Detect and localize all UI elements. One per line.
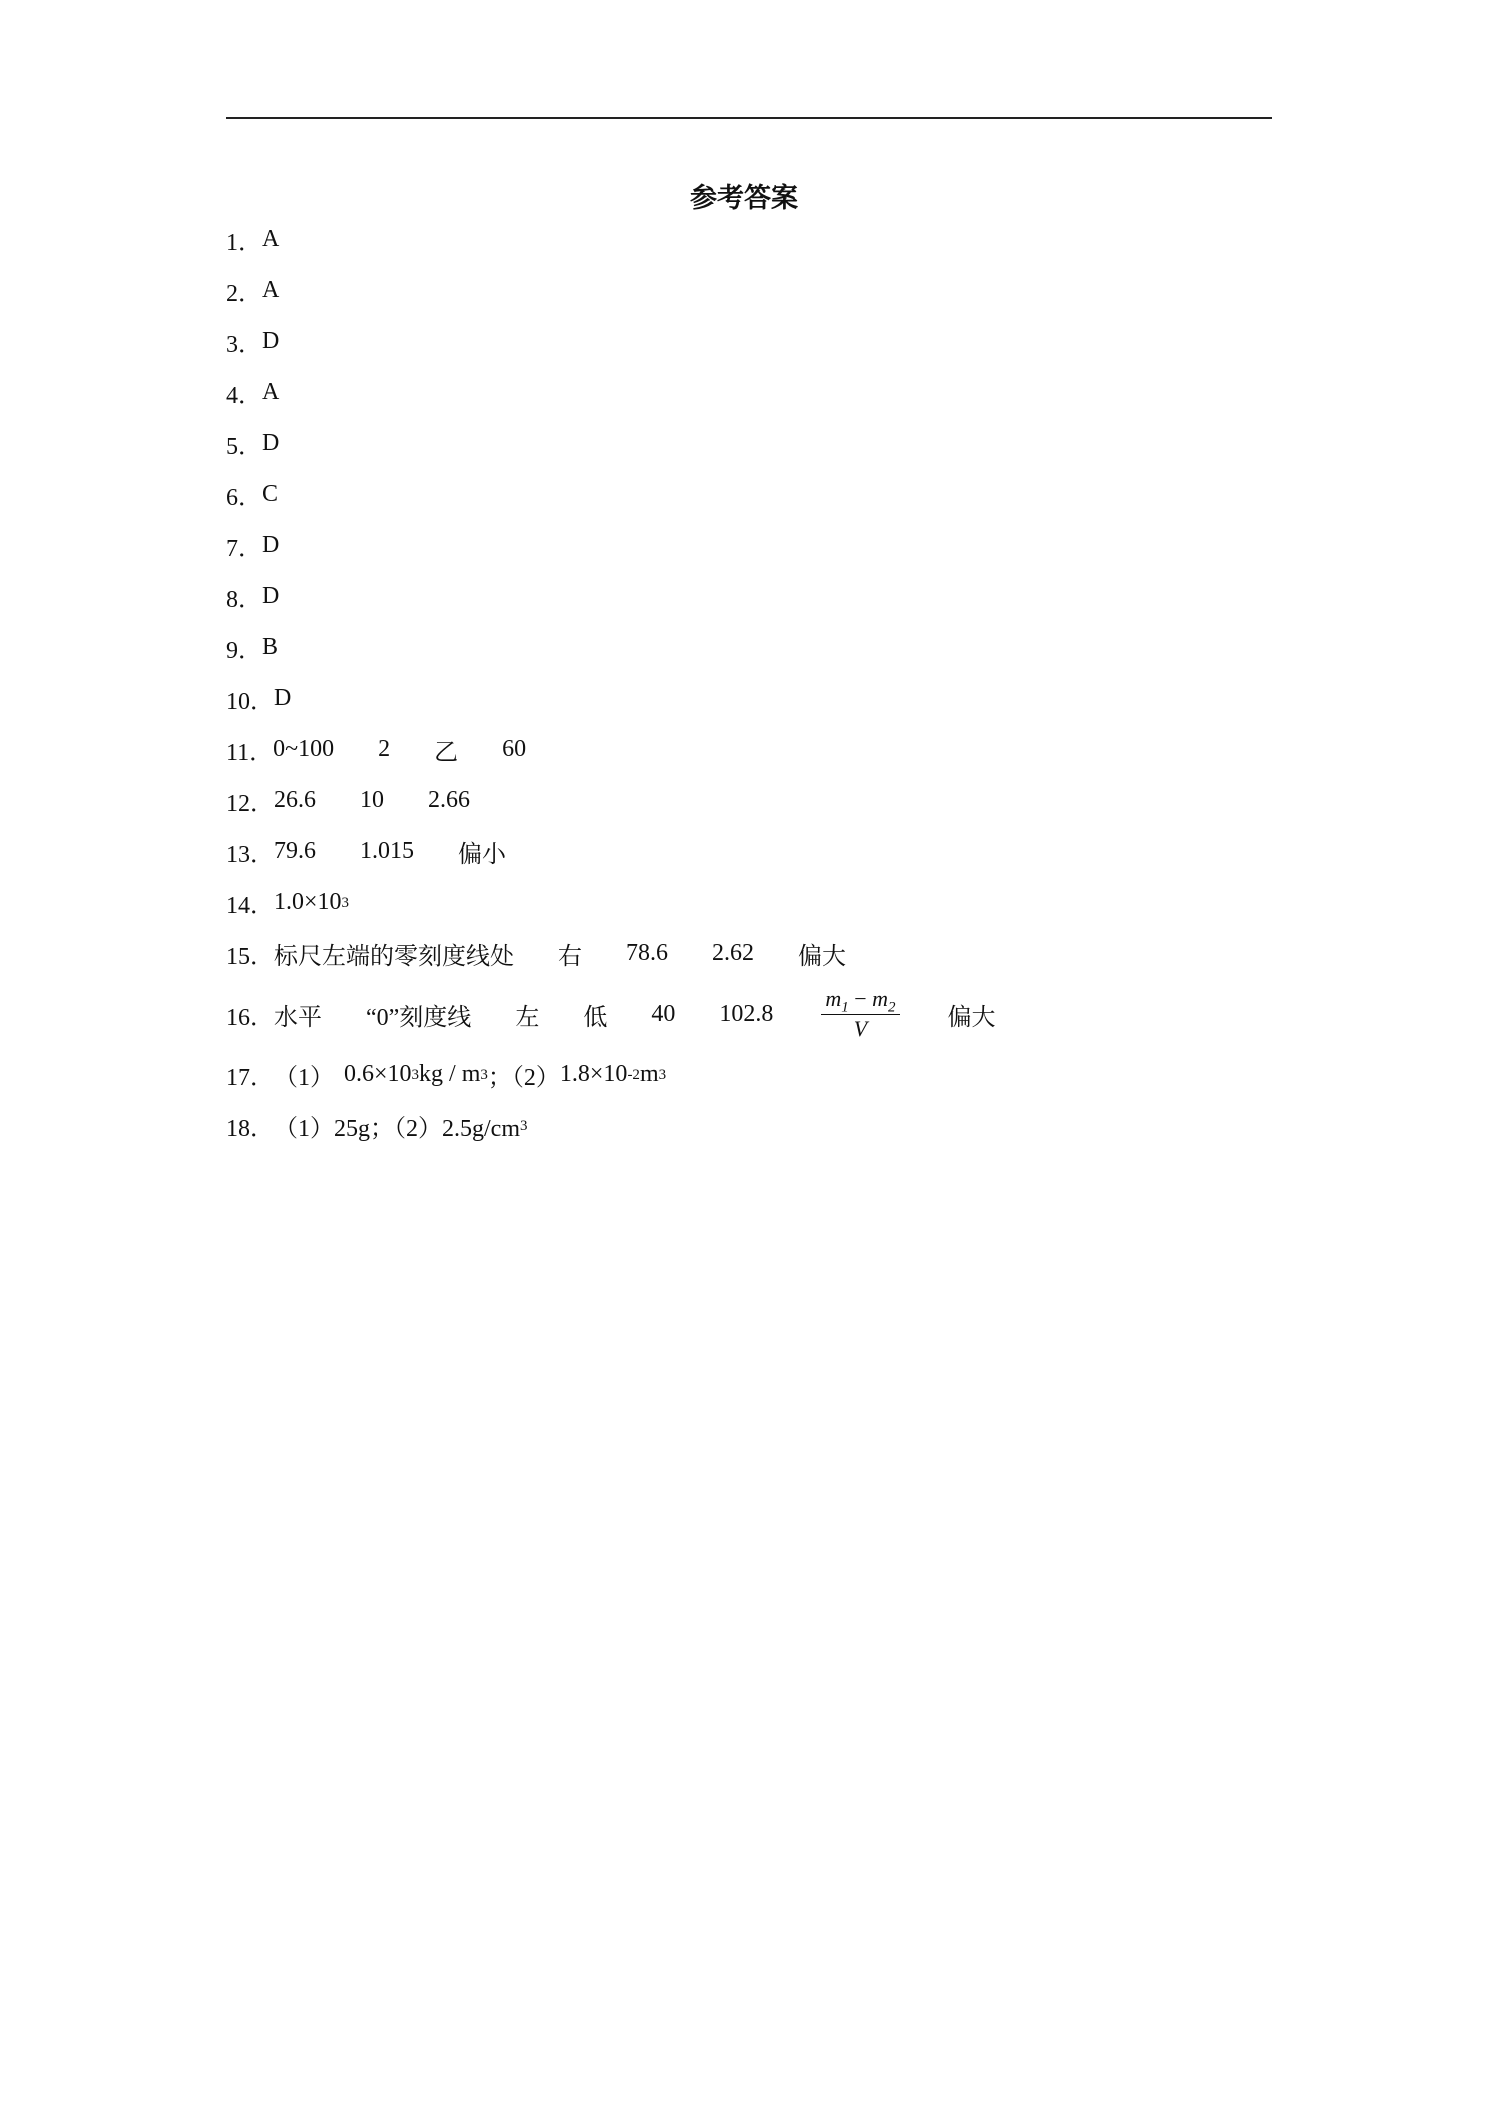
answer-value: 2 (378, 736, 391, 762)
answer-number: 15． (226, 944, 274, 970)
answer-number: 4． (226, 383, 262, 409)
answer-value: 偏小 (458, 842, 506, 868)
answer-row (226, 418, 1272, 469)
answer-value: “0”刻度线 (366, 1004, 472, 1031)
answer-row (226, 979, 1272, 1049)
answer-value: 乙 (434, 740, 459, 766)
answer-value: 右 (558, 944, 582, 970)
answer-row (226, 469, 1272, 520)
answer-row (226, 928, 1272, 979)
answer-number: 12． (226, 791, 274, 817)
answer-number: 8． (226, 587, 262, 613)
answer-row (226, 214, 1272, 265)
answer-row (226, 265, 1272, 316)
answer-number: 11． (226, 740, 274, 766)
answer-value: 79.6 (274, 838, 316, 864)
answer-number: 3． (226, 332, 262, 358)
answer-value: （1）25g；（2）2.5g/cm (274, 1116, 520, 1142)
answer-number: 18． (226, 1116, 274, 1142)
answer-row: 17． （1） 0.6×10 3 kg / m 3 ；（2） 1.8×10 -2 m 3 (226, 1049, 1272, 1100)
answer-number: 9． (226, 638, 262, 664)
answer-value: D (274, 685, 292, 711)
answer-value: B (262, 634, 279, 660)
answer-value: 102.8 (719, 1000, 774, 1027)
answer-value: 标尺左端的零刻度线处 (274, 944, 514, 970)
answer-part-label: （1） (274, 1065, 334, 1091)
answer-number: 16． (226, 1004, 274, 1031)
answer-row (226, 775, 1272, 826)
answer-value: 10 (360, 787, 384, 813)
answer-value: 60 (502, 736, 527, 762)
answer-value: 2.62 (712, 940, 754, 966)
answer-value: 左 (515, 1004, 540, 1031)
answer-value: D (262, 328, 280, 354)
answer-row (226, 622, 1272, 673)
answer-value: 低 (583, 1004, 608, 1031)
answer-number: 6． (226, 485, 262, 511)
answer-value: 78.6 (626, 940, 668, 966)
answer-value: A (262, 277, 280, 303)
answer-value: 1.8×10 (559, 1061, 628, 1087)
unit: m (639, 1061, 659, 1087)
answer-value: A (262, 379, 280, 405)
answer-value: 26.6 (274, 787, 316, 813)
answer-number: 2． (226, 281, 262, 307)
answer-value: D (262, 583, 280, 609)
formula-denominator: V (853, 1015, 868, 1041)
answer-row (226, 724, 1272, 775)
answer-number: 10． (226, 689, 274, 715)
answer-value: A (262, 226, 280, 252)
answer-number: 14． (226, 893, 274, 919)
answer-value: D (262, 430, 280, 456)
answer-row (226, 571, 1272, 622)
answer-value: 40 (651, 1000, 676, 1027)
answer-value: C (262, 481, 279, 507)
answer-value: 1.015 (360, 838, 414, 864)
answer-number: 5． (226, 434, 262, 460)
answer-number: 13． (226, 842, 274, 868)
density-formula (821, 986, 899, 1043)
answer-value: 0~100 (273, 736, 335, 762)
header-rule (226, 117, 1272, 119)
answer-list (226, 214, 1272, 1151)
answer-value: D (262, 532, 280, 558)
answer-row (226, 673, 1272, 724)
answer-value: 偏大 (947, 1004, 996, 1031)
formula-numerator: $m_1 - m_2$ (821, 986, 899, 1015)
answer-number: 1． (226, 230, 262, 256)
answer-value: 2.66 (428, 787, 470, 813)
answer-row: 14． 1.0×10 3 (226, 877, 1272, 928)
answer-row (226, 520, 1272, 571)
answer-value: 水平 (274, 1004, 322, 1031)
answer-row (226, 826, 1272, 877)
answer-row: 18． （1）25g；（2）2.5g/cm 3 (226, 1100, 1272, 1151)
unit: kg / m (419, 1061, 481, 1087)
answer-row (226, 316, 1272, 367)
page-title: 参考答案 (690, 183, 798, 213)
answer-value: 1.0×10 (274, 889, 342, 915)
answer-number: 17． (226, 1065, 274, 1091)
answer-value: 0.6×10 (344, 1061, 412, 1087)
answer-value: 偏大 (798, 944, 846, 970)
answer-separator: ；（2） (487, 1065, 560, 1091)
answer-row (226, 367, 1272, 418)
answer-number: 7． (226, 536, 262, 562)
